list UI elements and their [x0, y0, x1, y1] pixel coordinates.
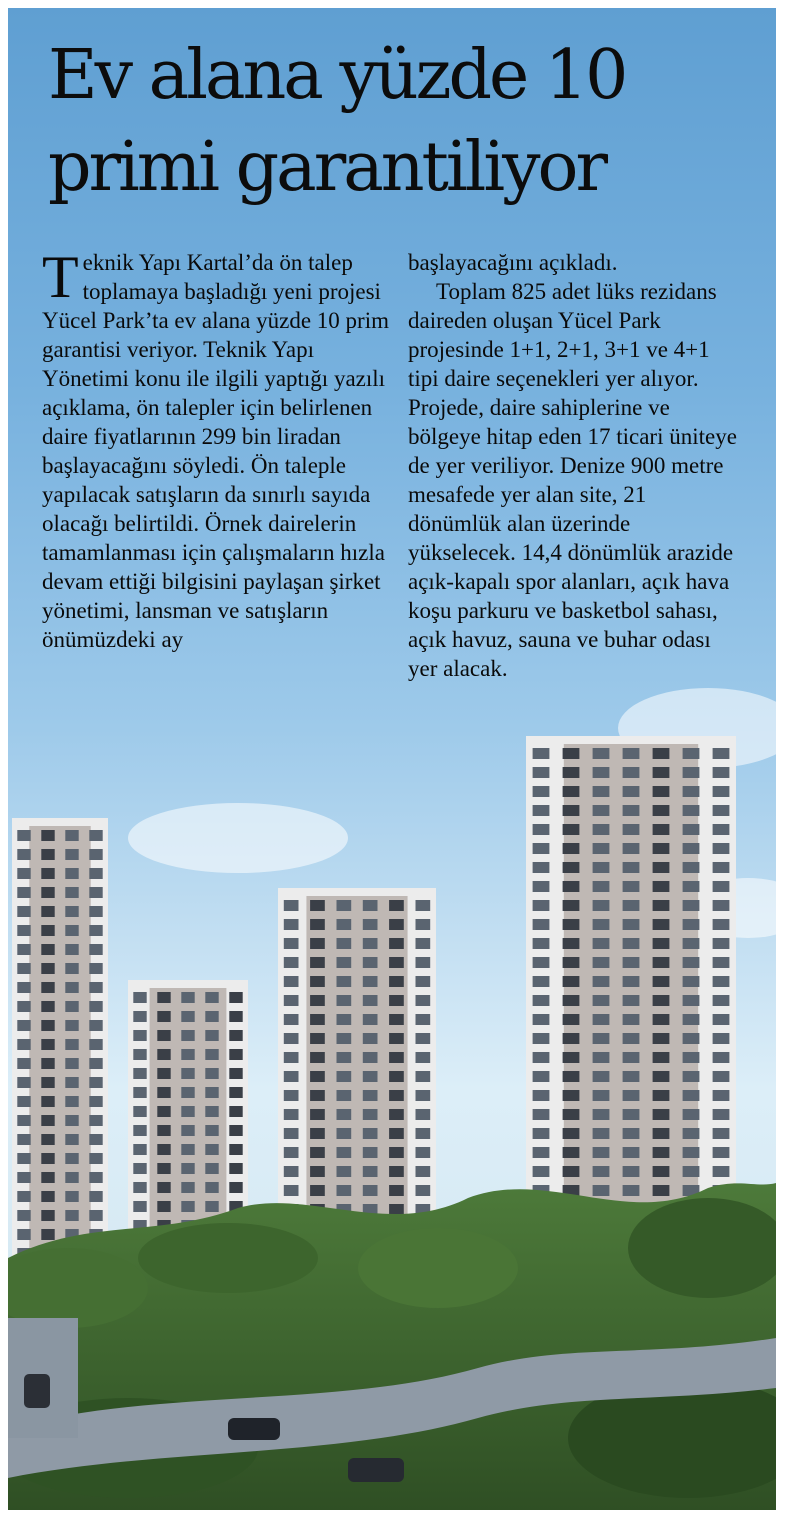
article-column-left: [42, 244, 392, 654]
article-column-right: [408, 248, 738, 683]
headline-line-1: Ev alana yüzde 10: [48, 36, 626, 115]
article-paragraph-2: Toplam 825 adet lüks rezidans daireden oluşan Yücel Park projesinde 1+1, 2+1, 3+1 ve 4+1 tipi daire seçenekleri yer alıyor. Projede, daire sahiplerine ve bölgeye hitap eden 17 ticari üniteye de yer veriliyor. Denize 900 metre mesafede yer alan site, 21 dönümlük alan üzerinde yükselecek. 14,4 dönümlük arazide açık-kapalı spor alanları, açık hava koşu parkuru ve basketbol sahası, açık havuz, sauna ve buhar odası yer alacak.: [408, 279, 737, 681]
residential-towers-render: [8, 8, 776, 1510]
paragraph-1-text: eknik Yapı Kartal’da ön talep toplamaya başladığı yeni projesi Yücel Park’ta ev alana yüzde 10 prim garantisi veriyor. Teknik Yapı Yönetimi konu ile ilgili yaptığı yazılı açıklama, ön talepler için belirlenen daire fiyatlarının 299 bin liradan başlayacağını söyledi. Ön taleple yapılacak satışların da sınırlı sayıda olacağı belirtildi. Örnek dairelerin tamamlanması için çalışmaların hızla devam ettiği bilgisini paylaşan şirket yönetimi, lansman ve satışların önümüzdeki ay: [42, 250, 389, 652]
headline: [48, 30, 768, 214]
headline-line-2: primi garantiliyor: [48, 128, 605, 207]
tower-far-left: [12, 818, 108, 1298]
article-continuation: başlayacağını açıkladı.: [408, 250, 618, 275]
drop-cap: T: [42, 244, 79, 310]
news-clipping: [8, 8, 776, 1510]
article-paragraph-1: [42, 244, 392, 654]
